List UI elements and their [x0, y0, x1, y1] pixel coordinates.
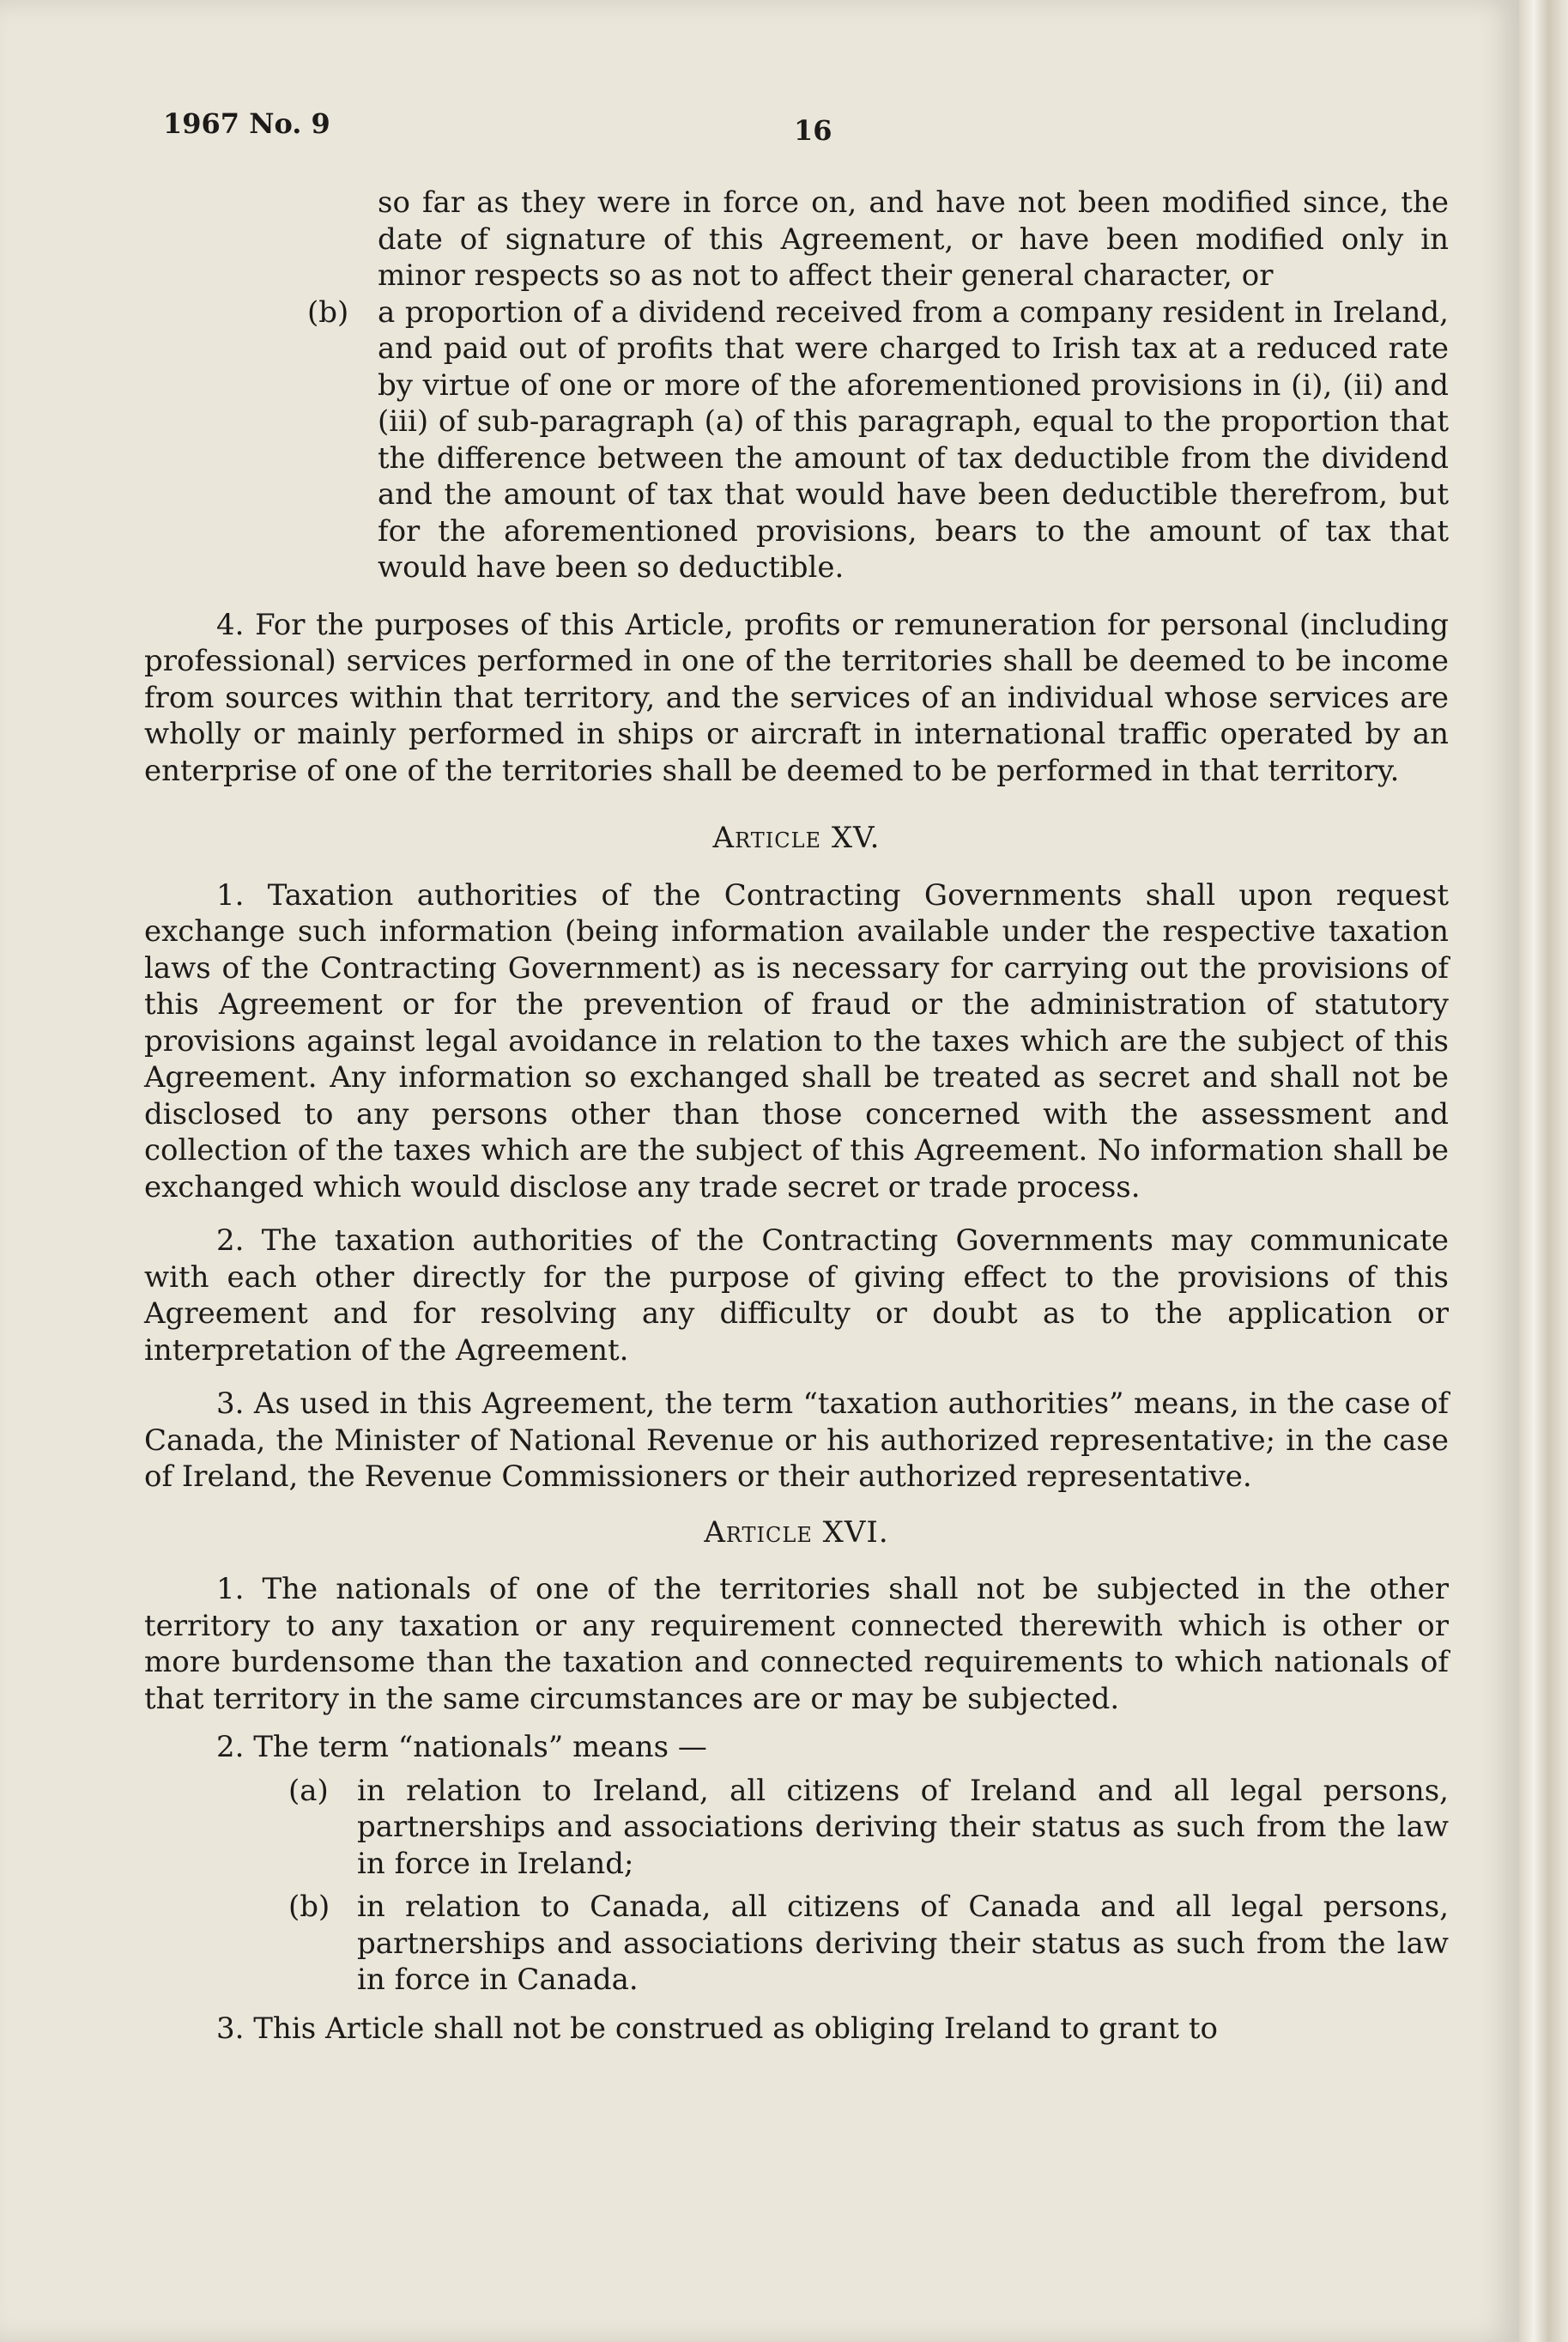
item-b-proportion	[144, 294, 1449, 586]
article-xvi-paragraph-2-intro: 2. The term “nationals” means —	[216, 1730, 707, 1764]
article-xvi-paragraph-3: 3. This Article shall not be construed as obliging Ireland to grant to	[216, 2011, 1218, 2046]
paragraph-4: 4. For the purposes of this Article, profits or remuneration for personal (including professional) services performed in one of the territories shall be deemed to be income from sources within that territory, and the services of an individual whose services are wholly or mainly performed in ships or aircraft in international traffic operated by an enterprise of one of the territories shall be deemed to be performed in that territory.	[144, 607, 1449, 788]
article-xv-heading: Article XV.	[712, 821, 881, 855]
item-text: in relation to Canada, all citizens of Canada and all legal persons, partnerships and associations deriving their status as such from the law in force in Canada.	[357, 1890, 1449, 1997]
page-number: 16	[794, 114, 832, 147]
nationals-item-b	[144, 1889, 1449, 1999]
book-gutter	[1519, 0, 1568, 2342]
article-xv-paragraph-1: 1. Taxation authorities of the Contracting Governments shall upon request exchange such information (being information available under the respective taxation laws of the Contracting Government) as is necessary for carrying out the provisions of this Agreement or for the prevention of fraud or the administration of statutory provisions against legal avoidance in relation to the taxes which are the subject of this Agreement. Any information so exchanged shall be treated as secret and shall not be disclosed to any persons other than those concerned with the assessment and collection of the taxes which are the subject of this Agreement. No information shall be exchanged which would disclose any trade secret or trade process.	[144, 877, 1449, 1204]
article-xvi-heading: Article XVI.	[704, 1514, 889, 1550]
nationals-item-a	[144, 1773, 1449, 1883]
year-number: 1967 No. 9	[163, 107, 330, 140]
item-label: (a)	[288, 1773, 329, 1808]
article-xv-paragraph-3: 3. As used in this Agreement, the term “taxation authorities” means, in the case of Canada, the Minister of National Revenue or his authorized representative; in the case of Ireland, the Revenue Commissioners or their authorized representative.	[144, 1386, 1449, 1494]
article-xvi-paragraph-1: 1. The nationals of one of the territories shall not be subjected in the other territory to any taxation or any requirement connected therewith which is other or more burdensome than the taxation and connected requirements to which nationals of that territory in the same circumstances are or may be subjected.	[144, 1572, 1449, 1716]
continuation-text: so far as they were in force on, and have not been modified since, the date of signature of this Agreement, or have been modified only in minor respects so as not to affect their general character, or	[378, 185, 1449, 293]
item-label: (b)	[307, 294, 349, 330]
document-body	[144, 185, 1449, 2047]
item-text: in relation to Ireland, all citizens of Ireland and all legal persons, partnerships and associations deriving their status as such from the law in force in Ireland;	[357, 1773, 1449, 1881]
item-label: (b)	[288, 1890, 330, 1924]
article-xv-paragraph-2: 2. The taxation authorities of the Contracting Governments may communicate with each other directly for the purpose of giving effect to the provisions of this Agreement and for resolving any difficulty or doubt as to the application or interpretation of the Agreement.	[144, 1223, 1449, 1368]
item-text: a proportion of a dividend received from a company resident in Ireland, and paid out of profits that were charged to Irish tax at a reduced rate by virtue of one or more of the aforementioned provisions in (i), (ii) and (iii) of sub-paragraph (a) of this paragraph, equal to the proportion that the difference between the amount of tax deductible from the dividend and the amount of tax that would have been deductible therefrom, but for the aforementioned provisions, bears to the amount of tax that would have been so deductible.	[378, 294, 1449, 585]
